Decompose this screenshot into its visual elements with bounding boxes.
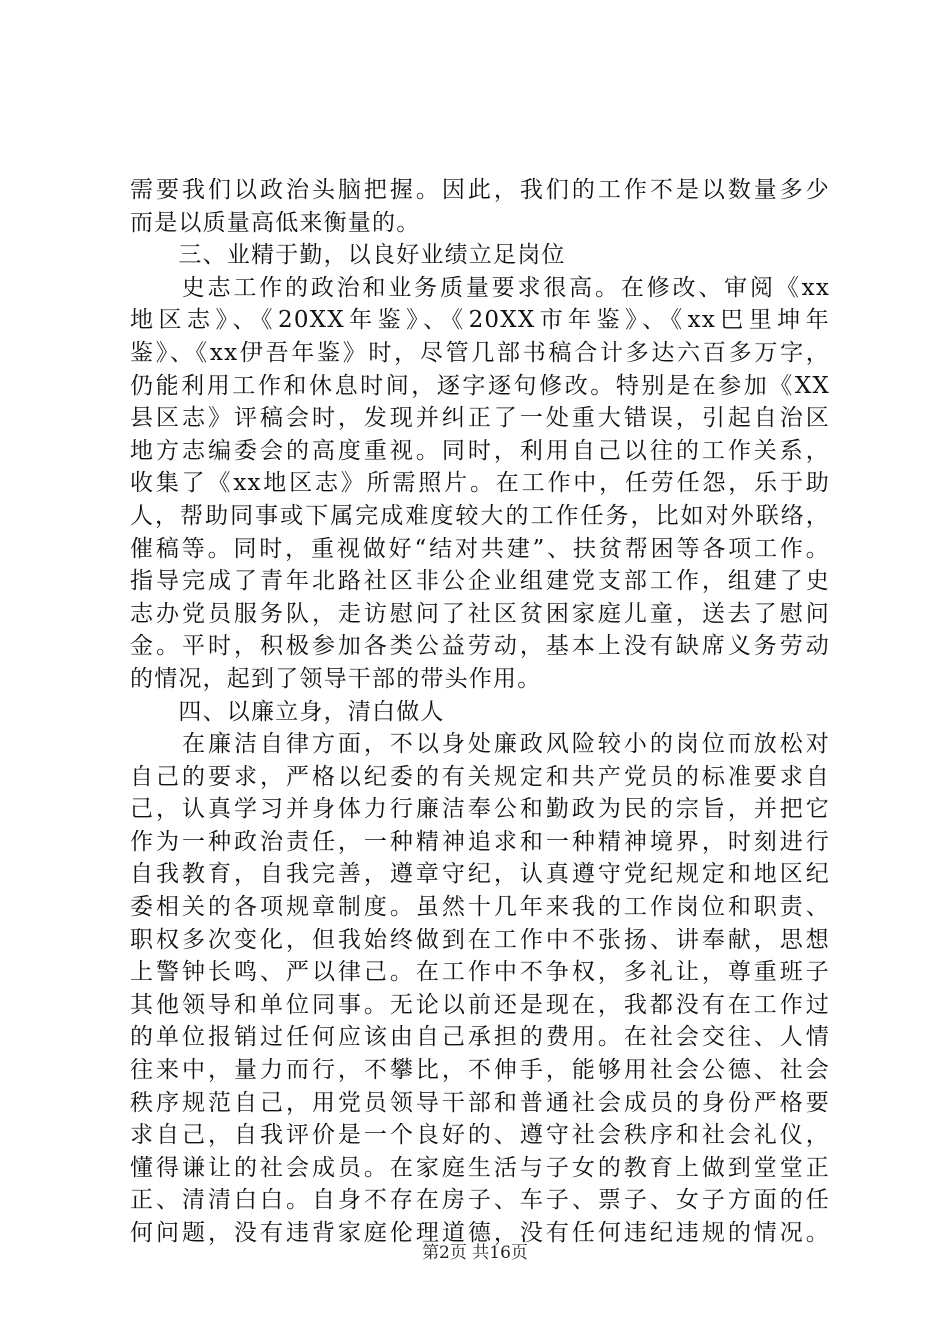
text-line: 自我教育，自我完善，遵章守纪，认真遵守党纪规定和地区纪: [130, 861, 830, 888]
text-line: 上警钟长鸣、严以律己。在工作中不争权，多礼让，尊重班子: [130, 959, 830, 986]
text-line: 史志工作的政治和业务质量要求很高。在修改、审阅《xx: [130, 274, 830, 301]
text-line: 作为一种政治责任，一种精神追求和一种精神境界，时刻进行: [130, 828, 830, 855]
text-line: 金。平时，积极参加各类公益劳动，基本上没有缺席义务劳动: [130, 633, 830, 660]
text-line: 何问题，没有违背家庭伦理道德，没有任何违纪违规的情况。: [130, 1220, 830, 1246]
page-number-footer: 第2页 共16页: [422, 1243, 528, 1263]
text-line: 催稿等。同时，重视做好“结对共建”、扶贫帮困等各项工作。: [130, 535, 830, 562]
section-heading: 三、业精于勤，以良好业绩立足岗位: [130, 242, 566, 269]
text-line: 需要我们以政治头脑把握。因此，我们的工作不是以数量多少: [130, 177, 830, 203]
document-body: [130, 174, 830, 1250]
text-line: 的单位报销过任何应该由自己承担的费用。在社会交往、人情: [130, 1024, 830, 1051]
text-line: 志办党员服务队，走访慰问了社区贫困家庭儿童，送去了慰问: [130, 600, 830, 627]
text-line: 收集了《xx地区志》所需照片。在工作中，任劳任怨，乐于助: [130, 470, 830, 497]
text-line: 其他领导和单位同事。无论以前还是现在，我都没有在工作过: [130, 991, 830, 1018]
text-line: 己，认真学习并身体力行廉洁奉公和勤政为民的宗旨，并把它: [130, 796, 830, 823]
text-line: 人，帮助同事或下属完成难度较大的工作任务，比如对外联络，: [130, 502, 830, 529]
text-line: 自己的要求，严格以纪委的有关规定和共产党员的标准要求自: [130, 763, 830, 790]
text-line: 地区志》、《20XX年鉴》、《20XX市年鉴》、《xx巴里坤年: [130, 307, 830, 334]
text-line: 正、清清白白。自身不存在房子、车子、票子、女子方面的任: [130, 1187, 830, 1214]
text-line: 在廉洁自律方面，不以身处廉政风险较小的岗位而放松对: [130, 731, 830, 758]
text-line: 鉴》、《xx伊吾年鉴》时，尽管几部书稿合计多达六百多万字，: [130, 339, 830, 366]
text-line: 的情况，起到了领导干部的带头作用。: [130, 665, 542, 692]
text-line: 而是以质量高低来衡量的。: [130, 209, 421, 236]
text-line: 仍能利用工作和休息时间，逐字逐句修改。特别是在参加《XX: [130, 372, 830, 399]
text-line: 懂得谦让的社会成员。在家庭生活与子女的教育上做到堂堂正: [130, 1154, 830, 1181]
text-line: 委相关的各项规章制度。虽然十几年来我的工作岗位和职责、: [130, 894, 830, 921]
section-heading: 四、以廉立身，清白做人: [130, 698, 445, 725]
text-line: 指导完成了青年北路社区非公企业组建党支部工作，组建了史: [130, 568, 830, 595]
text-line: 求自己，自我评价是一个良好的、遵守社会秩序和社会礼仪，: [130, 1122, 830, 1149]
text-line: 秩序规范自己，用党员领导干部和普通社会成员的身份严格要: [130, 1089, 830, 1116]
text-line: 地方志编委会的高度重视。同时，利用自己以往的工作关系，: [130, 437, 830, 464]
text-line: 县区志》评稿会时，发现并纠正了一处重大错误，引起自治区: [130, 405, 830, 432]
text-line: 职权多次变化，但我始终做到在工作中不张扬、讲奉献，思想: [130, 926, 830, 953]
text-line: 往来中，量力而行，不攀比，不伸手，能够用社会公德、社会: [130, 1057, 830, 1084]
